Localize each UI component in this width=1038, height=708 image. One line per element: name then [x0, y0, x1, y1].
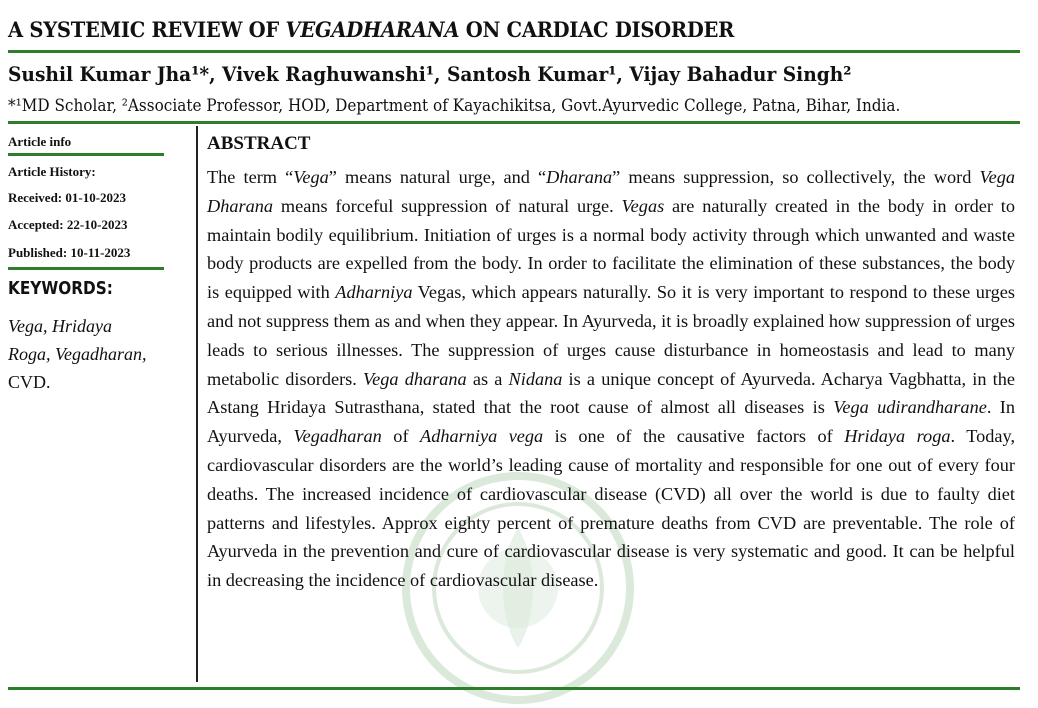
abstract-term: Hridaya roga	[844, 426, 951, 447]
abstract-text: is one of the causative factors of	[543, 426, 845, 447]
article-info-sidebar	[8, 126, 198, 682]
article-info-divider	[8, 153, 164, 156]
author-list: Sushil Kumar Jha¹*, Vivek Raghuwanshi¹, Santosh Kumar¹, Vijay Bahadur Singh²	[8, 62, 852, 86]
abstract-term: Adharniya	[335, 282, 413, 303]
abstract-text: . Today, cardiovascular disorders are the world’s leading cause of mortality and responsible for one out of every four deaths. The increased incidence of cardiovascular disease (CVD) all over the world is due to faulty diet patterns and lifestyles. Approx eighty percent of premature deaths from CVD are preventable. The role of Ayurveda in the prevention and cure of cardiovascular disease is very systematic and good. It can be helpful in decreasing the incidence of cardiovascular disease.	[207, 426, 1016, 591]
keyword-line: Roga, Vegadharan,	[8, 344, 147, 364]
paper-title	[8, 17, 949, 42]
keywords-list	[8, 312, 188, 396]
received-date: Received: 01-10-2023	[8, 190, 127, 205]
title-part-2: ON CARDIAC DISORDER	[459, 17, 735, 42]
abstract-text: are naturally created in the body in order to maintain bodily equilibrium. Initiation of urges is a normal body activity through which unwanted and waste body products are expelled from the body. In order to facilitate the elimination of these substances, the body is equipped with	[207, 195, 1015, 303]
abstract-text: means forceful suppression of natural urge.	[273, 195, 622, 216]
history-divider	[8, 267, 164, 270]
affiliation-line: *¹MD Scholar, ²Associate Professor, HOD, Department of Kayachikitsa, Govt.Ayurvedic College, Patna, Bihar, India.	[8, 96, 901, 115]
accepted-date: Accepted: 22-10-2023	[8, 217, 128, 232]
footer-divider	[8, 687, 1020, 690]
published-date: Published: 10-11-2023	[8, 245, 131, 260]
title-part-italic: VEGADHARANA	[285, 17, 460, 42]
abstract-term: Vega dharana	[363, 368, 467, 389]
abstract-term: Vegas	[621, 195, 665, 216]
header-divider	[8, 121, 1020, 124]
abstract-text: ” means natural urge, and “	[328, 167, 547, 187]
abstract-body	[207, 163, 1015, 595]
abstract-heading: ABSTRACT	[207, 133, 311, 154]
abstract-term: Vega	[293, 167, 329, 187]
abstract-text: . In Ayurveda,	[207, 397, 1016, 447]
article-info-heading: Article info	[8, 134, 72, 149]
abstract-term: Nidana	[508, 368, 563, 389]
article-history-label: Article History:	[8, 164, 96, 179]
abstract-term: Dharana	[546, 167, 613, 187]
keyword-line: CVD.	[8, 372, 51, 392]
abstract-text: ” means suppression, so collectively, the word	[612, 167, 980, 187]
abstract-term: Adharniya vega	[420, 426, 544, 447]
abstract-term: Vega udirandharane	[833, 397, 987, 418]
abstract-text: Vegas, which appears naturally. So it is very important to respond to these urges and not suppress them as and when they appear. In Ayurveda, it is broadly explained how suppression of urges leads to serious illnesses. The suppression of urges cause disturbance in homeostasis and lead to many metabolic disorders.	[207, 282, 1015, 389]
title-part-1: A SYSTEMIC REVIEW OF	[8, 17, 286, 42]
abstract-term: Vega Dharana	[207, 167, 1015, 216]
abstract-text: is a unique concept of Ayurveda. Acharya Vagbhatta, in the Astang Hridaya Sutrasthana, stated that the root cause of almost all diseases is	[207, 368, 1015, 418]
title-divider	[8, 50, 1020, 53]
abstract-term: Vegadharan	[293, 426, 382, 447]
abstract-text: as a	[466, 368, 509, 389]
abstract-text: of	[381, 426, 421, 447]
keyword-line: Vega, Hridaya	[8, 316, 112, 336]
abstract-text: The term “	[207, 167, 294, 187]
keywords-heading: KEYWORDS:	[8, 278, 113, 299]
